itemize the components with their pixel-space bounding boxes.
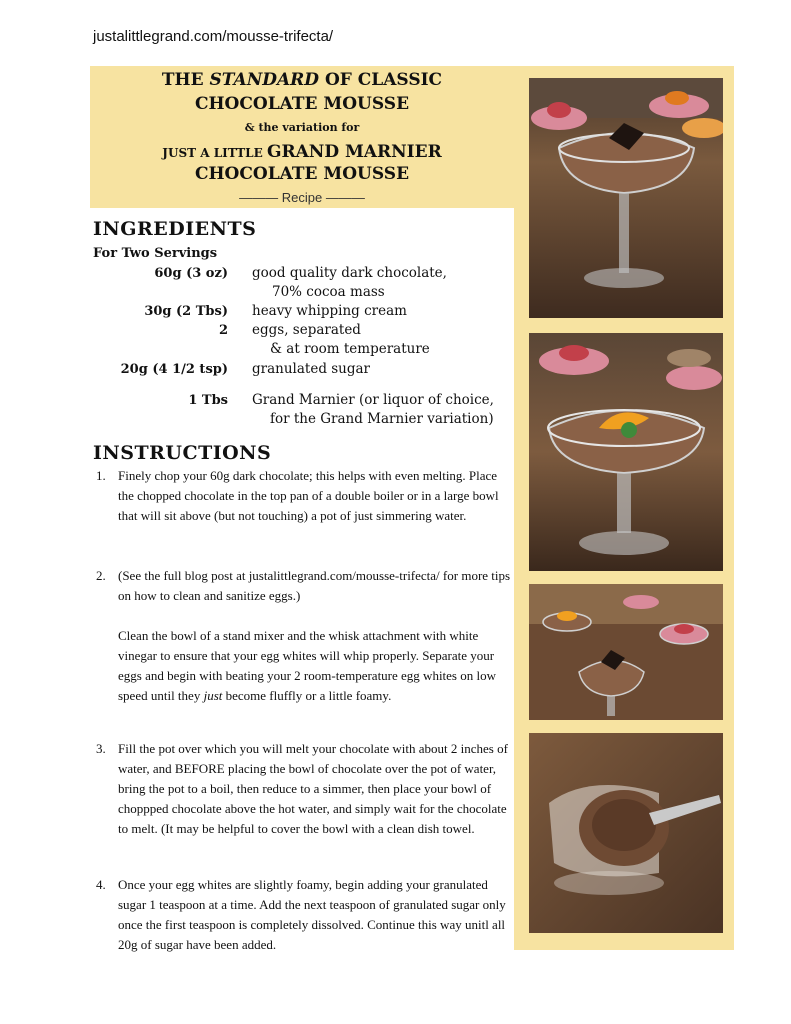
ingredients-title: INGREDIENTS [93,218,257,240]
step-text: (See the full blog post at justalittlegrand.com/mousse-trifecta/ for more tips on how to clean and sanitize eggs.) [118,568,511,603]
step-number: 2. [96,568,106,583]
ingredient-qty: 60g (3 oz) [154,266,228,281]
step-text: Once your egg whites are slightly foamy, begin adding your granulated sugar 1 teaspoon at a time. Add the next teaspoon of granulated sugar only once the first teaspoon is completely dissolved. Continue this way unitl all 20g of sugar have been added. [118,877,506,952]
ingredient-desc: heavy whipping cream [252,303,407,319]
mousse-photo-1 [529,78,723,318]
ingredient-desc: good quality dark chocolate, [252,265,447,281]
step-number: 1. [96,468,106,483]
ingredient-desc: eggs, separated [252,322,361,338]
step-number: 4. [96,877,106,892]
instructions-title: INSTRUCTIONS [93,442,272,464]
ingredient-desc: Grand Marnier (or liquor of choice, [252,392,494,408]
ingredient-desc-cont: for the Grand Marnier variation) [270,411,494,427]
step-text-cont: Clean the bowl of a stand mixer and the whisk attachment with white vinegar to ensure that your egg whites will whip properly. Separate your eggs and begin with beating your 2 room-temperature egg whites on low speed until they just become fluffly or a little foamy. [118,628,496,703]
ingredient-desc: granulated sugar [252,361,371,377]
recipe-header [90,66,514,208]
step-text: Finely chop your 60g dark chocolate; this helps with even melting. Place the chopped chocolate in the top pan of a double boiler or in a large bowl that will sit above (but not touching) a pot of just simmering water. [118,468,499,523]
title-line-5: CHOCOLATE MOUSSE [194,164,410,184]
mousse-photo-3 [529,584,723,720]
servings-label: For Two Servings [93,246,218,261]
title-line-2: CHOCOLATE MOUSSE [194,94,410,114]
ingredient-qty: 1 Tbs [188,393,228,408]
mousse-photo-2 [529,333,723,571]
title-line-4: JUST A LITTLE GRAND MARNIER [162,142,442,162]
ingredient-desc-cont: 70% cocoa mass [272,284,385,300]
title-line-1: THE STANDARD OF CLASSIC [161,70,443,90]
ingredient-desc-cont: & at room temperature [270,341,430,357]
title-line-3: & the variation for [244,121,360,134]
ingredient-qty: 30g (2 Tbs) [144,304,228,319]
ingredient-qty: 20g (4 1/2 tsp) [120,362,228,377]
mousse-photo-4 [529,733,723,933]
recipe-label: ——— Recipe ——— [239,190,365,205]
step-number: 3. [96,741,106,756]
ingredient-qty: 2 [218,323,228,338]
step-text: Fill the pot over which you will melt your chocolate with about 2 inches of water, and BEFORE placing the bowl of chocolate over the pot of water, bring the pot to a boil, then reduce to a simmer, then place your bowl of choppped chocolate above the hot water, and simply wait for the chocolate to melt. (It may be helpful to cover the bowl with a clean dish towel. [118,741,508,836]
page-url: justalittlegrand.com/mousse-trifecta/ [93,28,334,45]
